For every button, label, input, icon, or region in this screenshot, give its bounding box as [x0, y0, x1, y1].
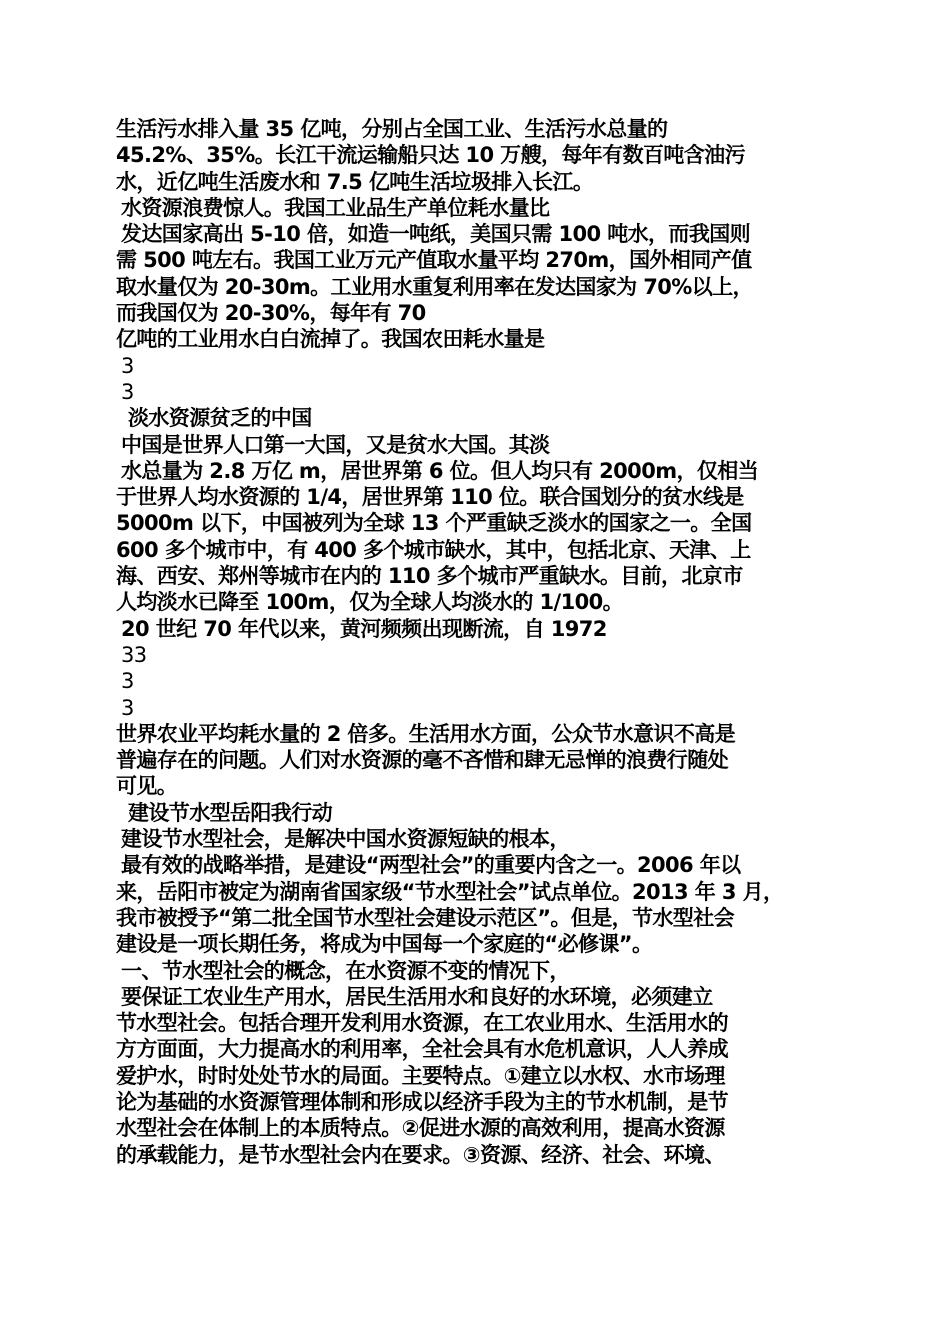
text-line: 5000m 以下，中国被列为全球 13 个严重缺乏淡水的国家之一。全国 — [116, 511, 752, 536]
text-line: 建设节水型岳阳我行动 — [128, 800, 332, 825]
text-line: 水型社会在体制上的本质特点。②促进水源的高效利用，提高水资源 — [116, 1116, 725, 1141]
text-line: 于世界人均水资源的 1/4，居世界第 110 位。联合国划分的贫水线是 — [116, 485, 744, 510]
text-line: 而我国仅为 20-30%，每年有 70 — [116, 301, 426, 326]
text-line: 建设是一项长期任务，将成为中国每一个家庭的“必修课”。 — [116, 932, 653, 957]
text-line: 中国是世界人口第一大国，又是贫水大国。其淡 — [121, 432, 550, 457]
text-line: 最有效的战略举措，是建设“两型社会”的重要内含之一。2006 年以 — [121, 853, 741, 878]
text-line: 亿吨的工业用水白白流掉了。我国农田耗水量是 — [116, 327, 545, 352]
text-line: 发达国家高出 5-10 倍，如造一吨纸，美国只需 100 吨水，而我国则 — [121, 222, 751, 247]
text-line: 3 — [121, 353, 134, 378]
text-line: 生活污水排入量 35 亿吨，分别占全国工业、生活污水总量的 — [116, 117, 668, 141]
text-line: 45.2%、35%。长江干流运输船只达 10 万艘，每年有数百吨含油污 — [116, 143, 745, 168]
text-line: 淡水资源贫乏的中国 — [128, 406, 312, 431]
text-line: 600 多个城市中，有 400 多个城市缺水，其中，包括北京、天津、上 — [116, 537, 751, 562]
document-body — [116, 116, 856, 1168]
text-line: 要保证工农业生产用水，居民生活用水和良好的水环境，必须建立 — [121, 984, 713, 1009]
text-line: 来，岳阳市被定为湖南省国家级“节水型社会”试点单位。2013 年 3 月， — [116, 879, 784, 904]
text-line: 我市被授予“第二批全国节水型社会建设示范区”。但是，节水型社会 — [116, 905, 735, 930]
text-line: 世界农业平均耗水量的 2 倍多。生活用水方面，公众节水意识不高是 — [116, 721, 736, 746]
text-line: 海、西安、郑州等城市在内的 110 多个城市严重缺水。目前，北京市 — [116, 564, 743, 589]
text-line: 3 — [121, 669, 134, 694]
text-line: 水总量为 2.8 万亿 m，居世界第 6 位。但人均只有 2000m，仅相当 — [121, 458, 759, 483]
text-line: 方方面面，大力提高水的利用率，全社会具有水危机意识，人人养成 — [116, 1037, 728, 1062]
text-line: 水，近亿吨生活废水和 7.5 亿吨生活垃圾排入长江。 — [116, 169, 594, 194]
text-line: 3 — [121, 695, 134, 720]
text-line: 普遍存在的问题。人们对水资源的毫不吝惜和肆无忌惮的浪费行随处 — [116, 748, 728, 773]
text-line: 一、节水型社会的概念，在水资源不变的情况下， — [121, 958, 570, 983]
text-line: 人均淡水已降至 100m，仅为全球人均淡水的 1/100。 — [116, 590, 624, 615]
text-line: 可见。 — [116, 774, 178, 799]
text-line: 节水型社会。包括合理开发利用水资源，在工农业用水、生活用水的 — [116, 1011, 728, 1036]
text-line: 爱护水，时时处处节水的局面。主要特点。①建立以水权、水市场理 — [116, 1063, 725, 1088]
text-line: 水资源浪费惊人。我国工业品生产单位耗水量比 — [121, 195, 550, 220]
text-line: 建设节水型社会，是解决中国水资源短缺的根本， — [121, 827, 570, 852]
text-line: 的承载能力，是节水型社会内在要求。③资源、经济、社会、环境、 — [116, 1142, 725, 1167]
text-line: 论为基础的水资源管理体制和形成以经济手段为主的节水机制，是节 — [116, 1089, 728, 1114]
text-line: 3 — [121, 379, 134, 404]
text-line: 20 世纪 70 年代以来，黄河频频出现断流，自 1972 — [121, 616, 607, 641]
text-line: 需 500 吨左右。我国工业万元产值取水量平均 270m，国外相同产值 — [116, 248, 752, 273]
text-line: 取水量仅为 20-30m。工业用水重复利用率在发达国家为 70%以上， — [116, 274, 753, 299]
text-line: 33 — [121, 642, 147, 667]
